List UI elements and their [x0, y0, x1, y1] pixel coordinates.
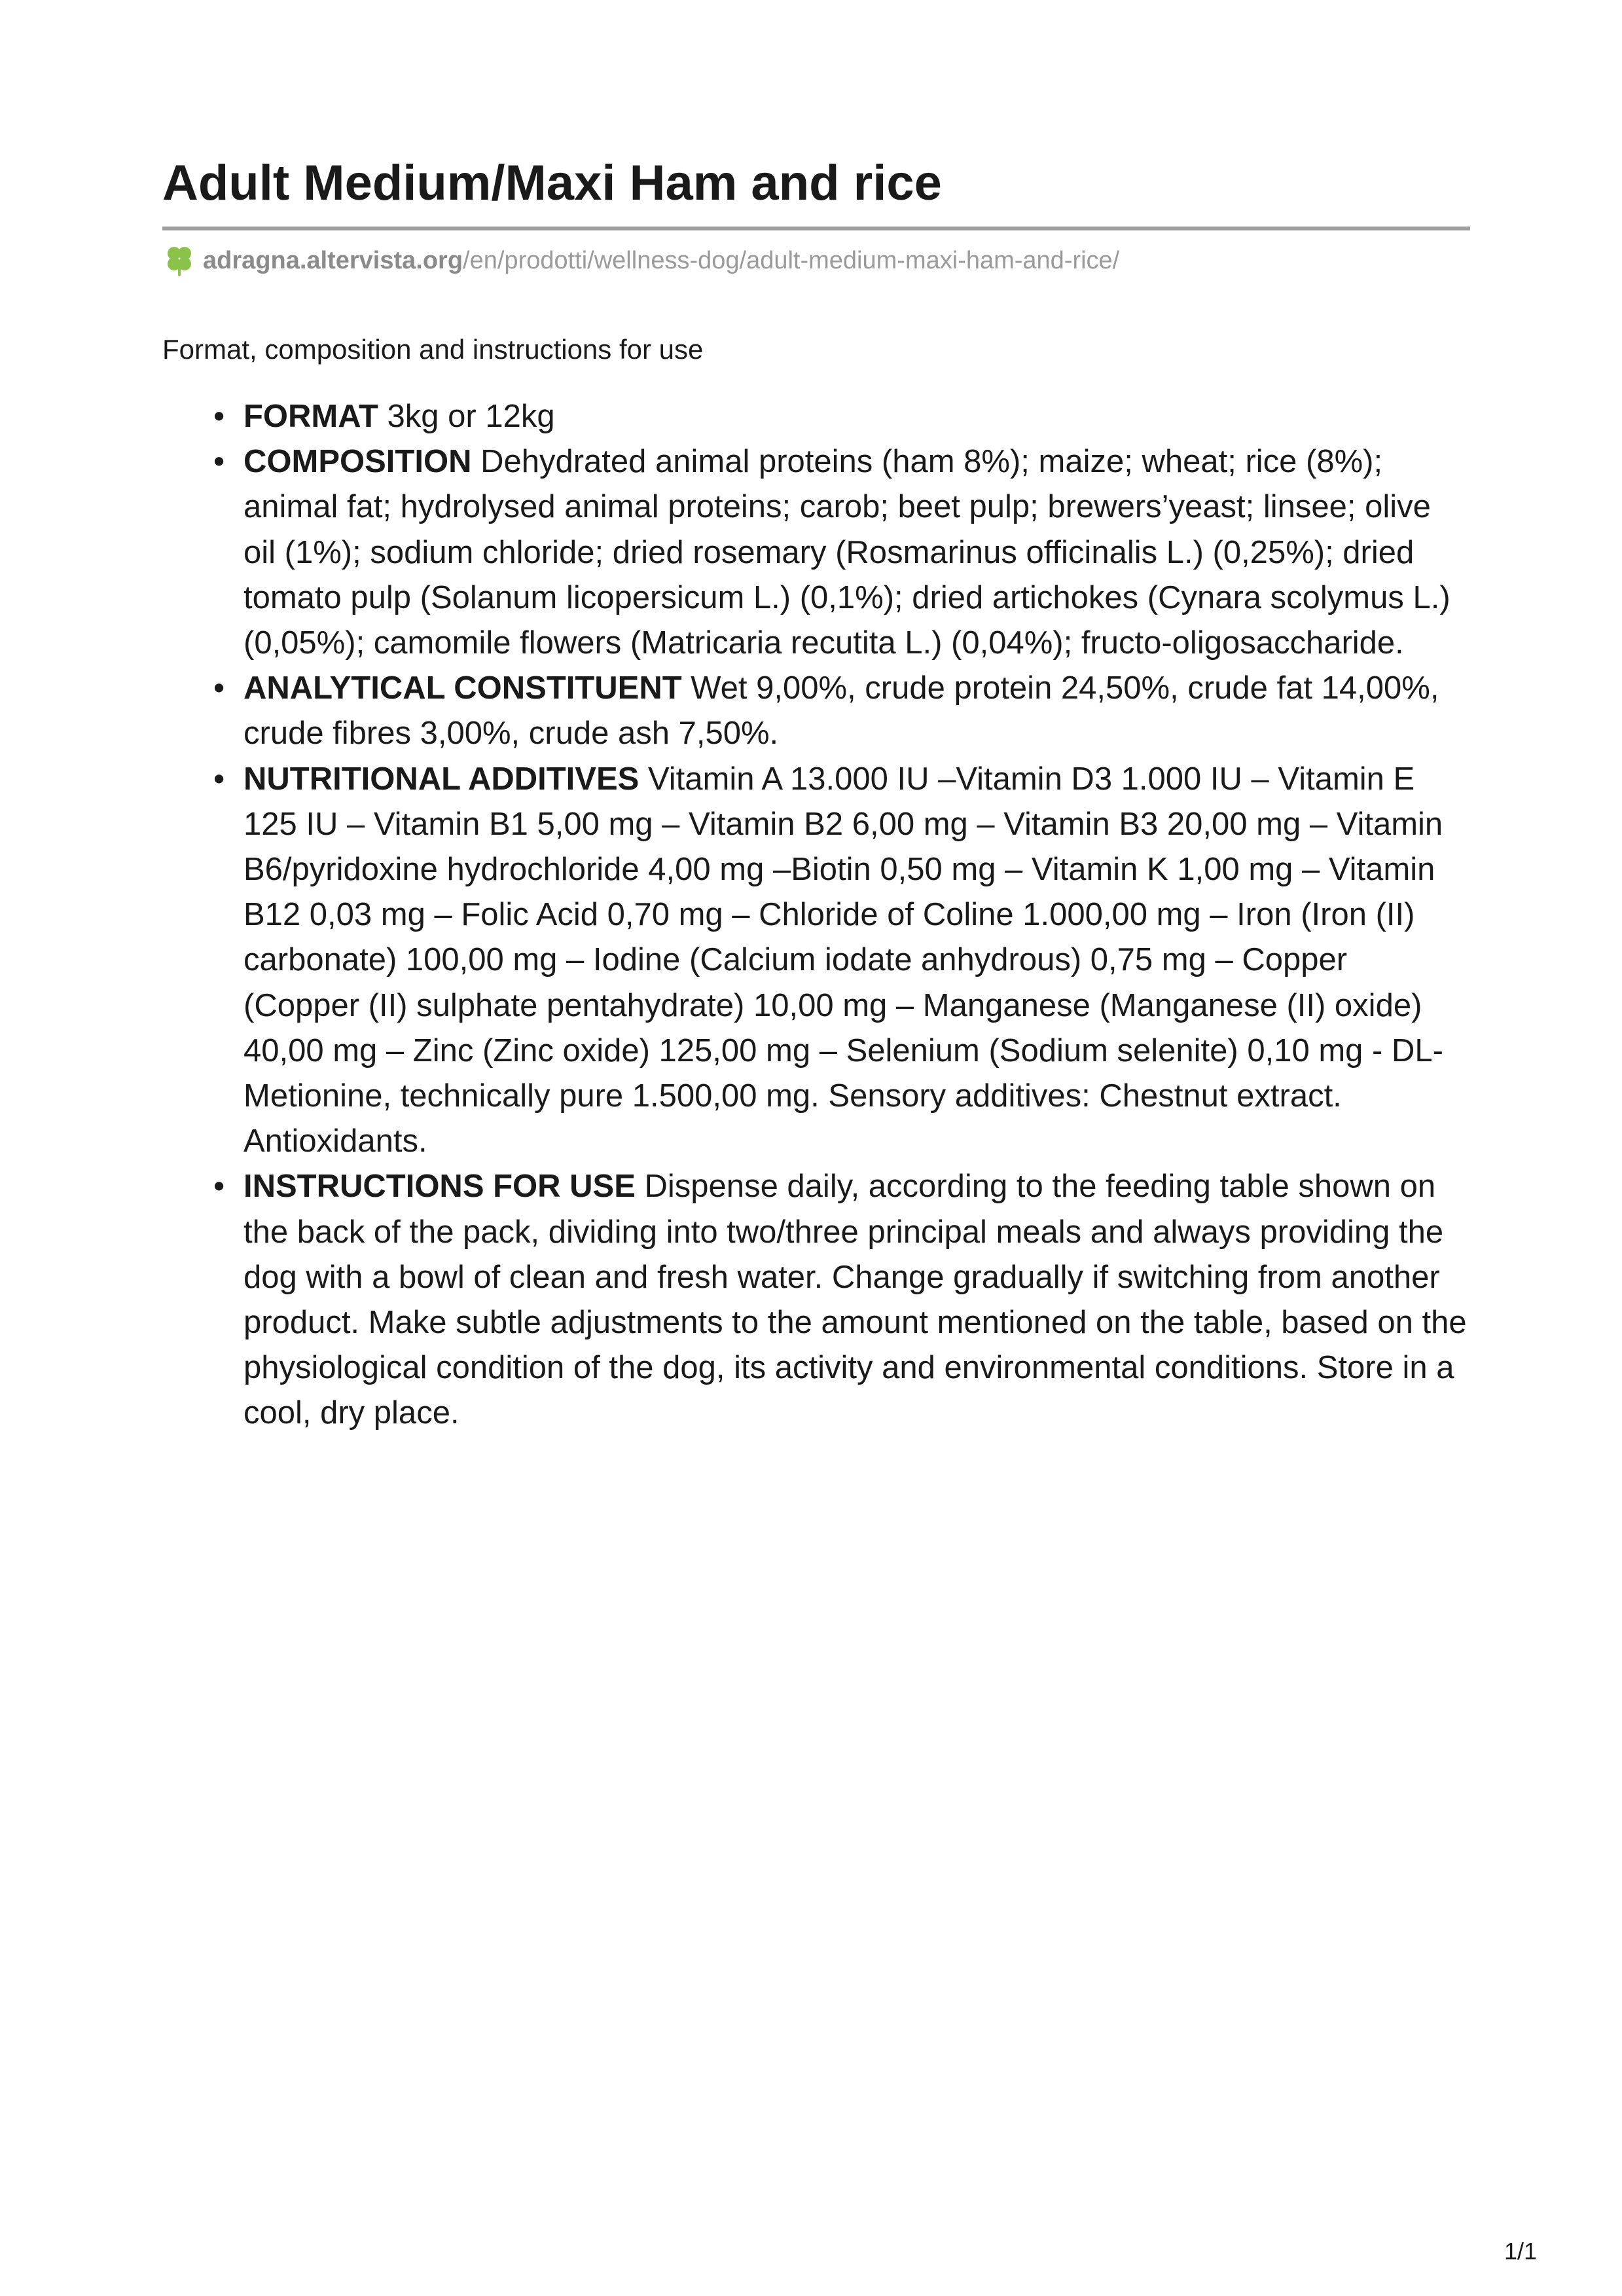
- source-path[interactable]: /en/prodotti/wellness-dog/adult-medium-maxi-ham-and-rice/: [463, 246, 1120, 274]
- bullet: •: [213, 444, 225, 480]
- bullet: •: [213, 761, 225, 797]
- item-label: INSTRUCTIONS FOR USE: [243, 1169, 636, 1205]
- item-text: Vitamin A 13.000 IU –Vitamin D3 1.000 IU – Vitamin E 125 IU – Vitamin B1 5,00 mg – Vitamin B2 6,00 mg – Vitamin B3 20,00 mg – Vitamin B6/pyridoxine hydrochloride 4,00 mg –Biotin 0,50 mg – Vitamin K 1,00 mg – Vitamin B12 0,03 mg – Folic Acid 0,70 mg – Chloride of Coline 1.000,00 mg – Iron (Iron (II) carbonate) 100,00 mg – Iodine (Calcium iodate anhydrous) 0,75 mg – Copper (Copper (II) sulphate pentahydrate) 10,00 mg – Manganese (Manganese (II) oxide) 40,00 mg – Zinc (Zinc oxide) 125,00 mg – Selenium (Sodium selenite) 0,10 mg - DL-Metionine, technically pure 1.500,00 mg. Sensory additives: Chestnut extract. Antioxidants.: [243, 761, 1443, 1159]
- item-label: COMPOSITION: [243, 444, 472, 480]
- list-item-format: [213, 394, 1470, 439]
- item-label: NUTRITIONAL ADDITIVES: [243, 761, 640, 797]
- bullet: •: [213, 670, 225, 706]
- bullet: •: [213, 1169, 225, 1205]
- source-url[interactable]: [162, 242, 1470, 279]
- page-number: 1/1: [1504, 2238, 1537, 2265]
- list-item-nutritional-additives: [213, 757, 1470, 1165]
- bullet: •: [213, 399, 225, 434]
- item-text: 3kg or 12kg: [378, 399, 555, 434]
- intro-text: Format, composition and instructions for use: [162, 334, 704, 365]
- title-divider: [162, 227, 1470, 230]
- item-label: ANALYTICAL CONSTITUENT: [243, 670, 682, 706]
- list-item-instructions-for-use: [213, 1164, 1470, 1436]
- clover-icon: [162, 244, 196, 278]
- page-title: Adult Medium/Maxi Ham and rice: [162, 155, 942, 211]
- spec-list: [162, 394, 1470, 1436]
- list-item-analytical-constituent: [213, 666, 1470, 756]
- item-text: Wet 9,00%, crude protein 24,50%, crude fat 14,00%, crude fibres 3,00%, crude ash 7,50%.: [243, 670, 1439, 752]
- item-label: FORMAT: [243, 399, 378, 434]
- source-domain[interactable]: adragna.altervista.org: [203, 246, 463, 274]
- list-item-composition: [213, 439, 1470, 666]
- item-text: Dispense daily, according to the feeding table shown on the back of the pack, dividing into two/three principal meals and always providing the dog with a bowl of clean and fresh water. Change gradually if switching from another product. Make subtle adjustments to the amount mentioned on the table, based on the physiological condition of the dog, its activity and environmental conditions. Store in a cool, dry place.: [243, 1169, 1467, 1431]
- item-text: Dehydrated animal proteins (ham 8%); maize; wheat; rice (8%); animal fat; hydrolysed animal proteins; carob; beet pulp; brewers’yeast; linsee; olive oil (1%); sodium chloride; dried rosemary (Rosmarinus officinalis L.) (0,25%); dried tomato pulp (Solanum licopersicum L.) (0,1%); dried artichokes (Cynara scolymus L.) (0,05%); camomile flowers (Matricaria recutita L.) (0,04%); fructo-oligosaccharide.: [243, 444, 1451, 661]
- document-page: [162, 152, 1470, 1436]
